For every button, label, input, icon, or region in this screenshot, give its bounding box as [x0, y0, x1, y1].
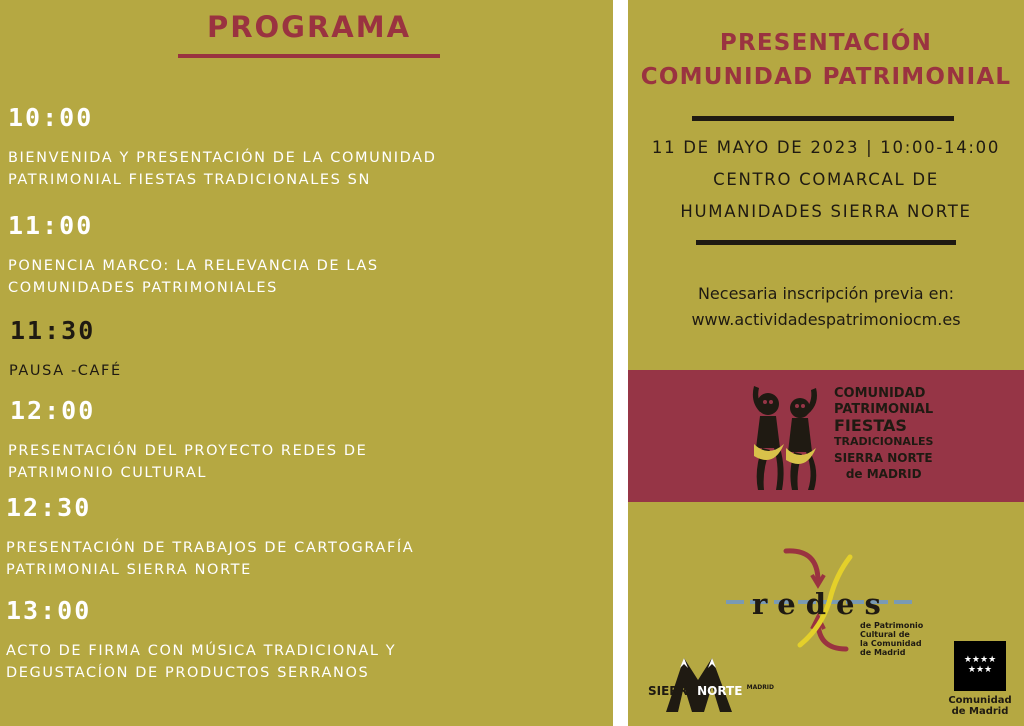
stars-icon: ★★★★ ★★★	[963, 655, 997, 675]
center-gutter	[613, 0, 628, 726]
item-1100-desc: PONENCIA MARCO: LA RELEVANCIA DE LAS COMUNIDADES PATRIMONIALES	[8, 258, 379, 296]
item-1130-desc: PAUSA -CAFÉ	[9, 363, 122, 379]
venue-line1: CENTRO COMARCAL DE	[713, 170, 939, 189]
time-1100: 11:00	[8, 211, 94, 240]
comunidad-madrid-logo	[954, 641, 1006, 691]
program-title-rule	[178, 54, 440, 58]
redes-word: redes	[752, 587, 891, 621]
item-1230-desc: PRESENTACIÓN DE TRABAJOS DE CARTOGRAFÍA PATRIMONIAL SIERRA NORTE	[6, 540, 415, 578]
registration-url[interactable]: www.actividadespatrimoniocm.es	[691, 310, 961, 329]
event-date-time: 11 DE MAYO DE 2023 | 10:00-14:00	[651, 138, 1001, 157]
item-1200-desc: PRESENTACIÓN DEL PROYECTO REDES DE PATRIMONIO CULTURAL	[8, 443, 368, 481]
dancers-icon	[750, 382, 820, 494]
redes-subtitle: de Patrimonio Cultural de la Comunidad de Madrid	[860, 621, 924, 657]
presentation-title-line1: PRESENTACIÓN	[719, 30, 933, 56]
community-logo-band	[628, 370, 1024, 502]
registration-label: Necesaria inscripción previa en:	[697, 284, 955, 303]
bottom-divider	[696, 240, 956, 245]
time-1130: 11:30	[10, 316, 96, 345]
program-title: PROGRAMA	[206, 10, 412, 44]
time-1000: 10:00	[8, 103, 94, 132]
item-1000-desc: BIENVENIDA Y PRESENTACIÓN DE LA COMUNIDAD PATRIMONIAL FIESTAS TRADICIONALES SN	[8, 150, 437, 188]
time-1300: 13:00	[6, 596, 92, 625]
presentation-title-line2: COMUNIDAD PATRIMONIAL	[640, 64, 1012, 90]
sierra-norte-text: SIERRANORTE $^{MADRID}$	[648, 684, 775, 698]
comunidad-madrid-text: Comunidad de Madrid	[948, 695, 1012, 717]
presentation-panel	[628, 0, 1024, 726]
time-1200: 12:00	[10, 396, 96, 425]
community-logo-text: COMUNIDAD PATRIMONIAL FIESTAS TRADICIONALES SIERRA NORTE de MADRID	[834, 386, 934, 481]
venue-line2: HUMANIDADES SIERRA NORTE	[680, 202, 972, 221]
time-1230: 12:30	[6, 493, 92, 522]
top-divider	[692, 116, 954, 121]
item-1300-desc: ACTO DE FIRMA CON MÚSICA TRADICIONAL Y DEGUSTACÍON DE PRODUCTOS SERRANOS	[6, 643, 397, 681]
